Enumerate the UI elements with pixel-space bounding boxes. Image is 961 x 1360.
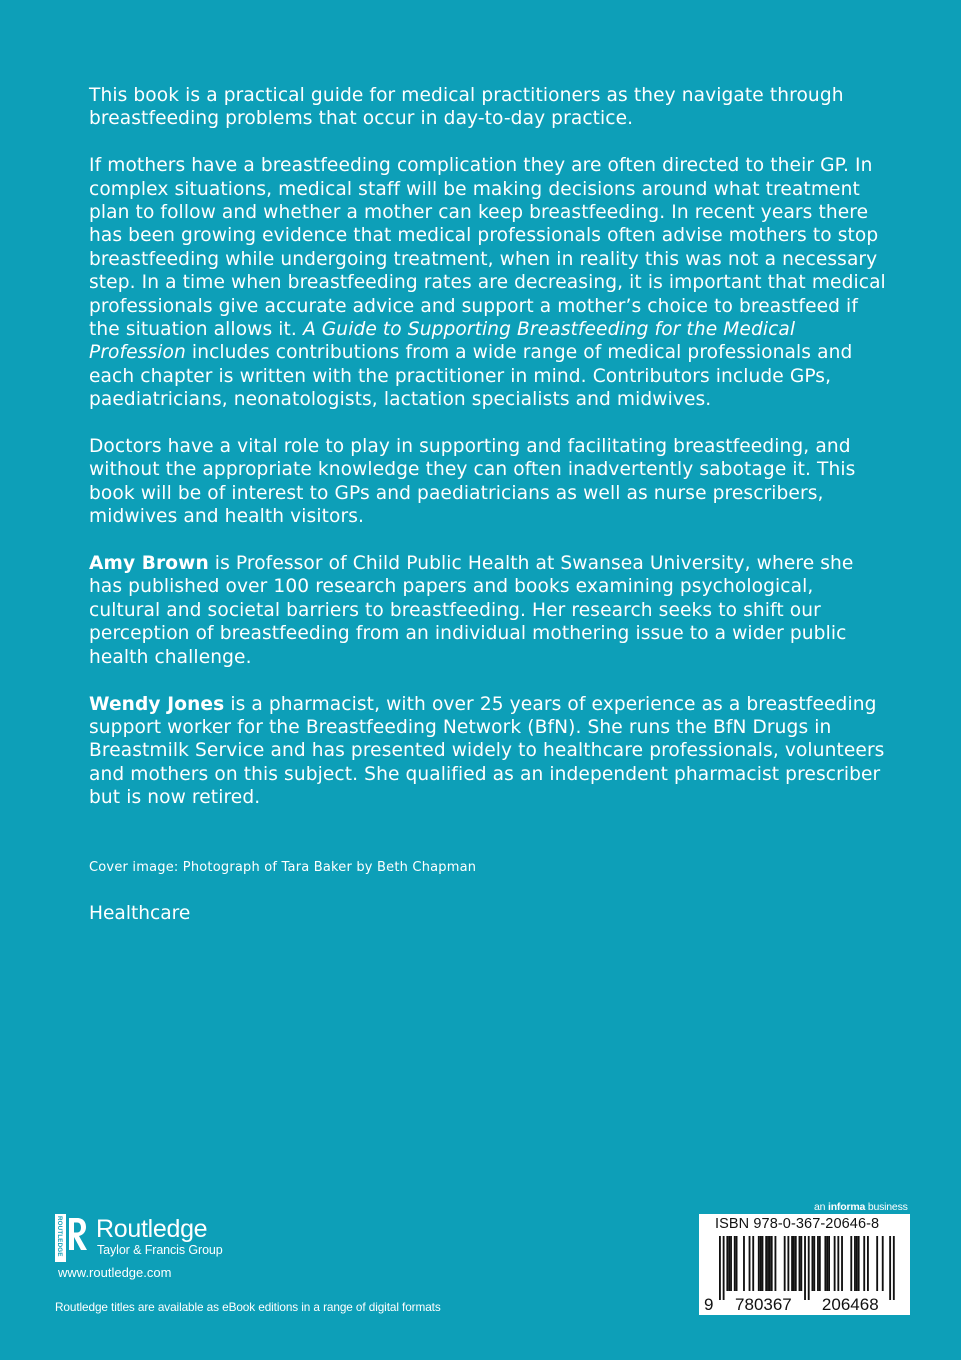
- cover-image-credit: Cover image: Photograph of Tara Baker by Beth Chapman: [89, 860, 477, 875]
- author-bio-text-1: is Professor of Child Public Health at Swansea University, where she has published over 100 research papers and books examining psychological, cultural and societal barriers to breastfeeding. Her research seeks to shift our perception of breastfeeding from an individual mothering issue to a wider public health challenge.: [89, 553, 854, 668]
- back-cover-blurb: [89, 84, 889, 833]
- author-bio-text-2: is a pharmacist, with over 25 years of experience as a breastfeeding support worker for the Breastfeeding Network (BfN). She runs the BfN Drugs in Breastmilk Service and has presented widely to healthcare professionals, volunteers and mothers on this subject. She qualified as an independent pharmacist prescriber but is now retired.: [89, 693, 885, 809]
- barcode-first-digit: 9: [704, 1295, 714, 1314]
- routledge-logo: [55, 1214, 235, 1262]
- blurb-paragraph-1: This book is a practical guide for medical practitioners as they navigate through breastfeeding problems that occur in day-to-day practice.: [89, 85, 844, 130]
- informa-prefix: an: [814, 1201, 828, 1213]
- barcode-bar: [893, 1236, 895, 1300]
- barcode-bar: [784, 1236, 786, 1291]
- barcode-bar: [758, 1236, 760, 1291]
- blurb-paragraph-2-start: If mothers have a breastfeeding complication they are often directed to their GP. In complex situations, medical staff will be making decisions around what treatment plan to follow and whether a mother can keep breastfeeding. In recent years there has been growing evidence that medical professionals often advise mothers to stop breastfeeding while undergoing treatment, when in reality this was not a necessary step. In a time when breastfeeding rates are decreasing, it is important that medical professionals give accurate advice and support a mother’s choice to breastfeed if the situation allows it.: [89, 155, 886, 341]
- barcode-bar: [850, 1236, 852, 1291]
- barcode-bar: [858, 1236, 860, 1291]
- publisher-name: Routledge: [96, 1215, 208, 1243]
- blurb-paragraph-2-end: includes contributions from a wide range of medical professionals and each chapter is written with the practitioner in mind. Contributors include GPs, paediatricians, neonatologists, lactation specialists and midwives.: [89, 342, 853, 411]
- barcode-bar: [762, 1236, 764, 1291]
- barcode-bar: [734, 1236, 736, 1291]
- barcode-bar: [743, 1236, 745, 1291]
- barcode-bar: [812, 1236, 814, 1291]
- isbn-barcode: [699, 1214, 910, 1315]
- barcode-bar: [726, 1236, 728, 1291]
- barcode-bar: [795, 1236, 797, 1291]
- barcode-bar: [817, 1236, 819, 1291]
- author-name-1: Amy Brown: [89, 553, 209, 575]
- barcode-bar: [808, 1236, 810, 1300]
- barcode-bar: [828, 1236, 830, 1291]
- barcode-bar: [799, 1236, 801, 1291]
- barcode-left-digits: 780367: [735, 1295, 792, 1314]
- barcode-bar: [856, 1236, 858, 1291]
- barcode-bar: [775, 1236, 777, 1291]
- publisher-url[interactable]: www.routledge.com: [58, 1265, 172, 1280]
- barcode-bar: [728, 1236, 730, 1291]
- barcode-bar: [760, 1236, 762, 1291]
- barcode-bar: [889, 1236, 891, 1300]
- barcode-bar: [876, 1236, 878, 1291]
- barcode-bar: [837, 1236, 839, 1291]
- barcode-bar: [826, 1236, 828, 1291]
- barcode-bar: [882, 1236, 884, 1291]
- informa-brand: informa: [828, 1201, 866, 1213]
- barcode-bar: [765, 1236, 767, 1291]
- routledge-mark-text: ROUTLEDGE: [56, 1216, 64, 1257]
- blurb-paragraph-3: Doctors have a vital role to play in supporting and facilitating breastfeeding, and without the appropriate knowledge they can often inadvertently sabotage it. This book will be of interest to GPs and paediatricians as well as nurse prescribers, midwives and health visitors.: [89, 436, 856, 528]
- informa-suffix: business: [865, 1201, 908, 1213]
- barcode-bar: [719, 1236, 721, 1300]
- barcode-bar: [867, 1236, 869, 1291]
- barcode-bar: [800, 1236, 802, 1291]
- informa-business-tagline: [814, 1200, 908, 1214]
- book-title: A Guide to Supporting Breastfeeding for the Medical Profession: [89, 319, 796, 364]
- author-bio-2: [89, 693, 889, 810]
- barcode-bar: [863, 1236, 865, 1291]
- subject-category: Healthcare: [89, 903, 191, 924]
- barcode-bar: [834, 1236, 836, 1291]
- routledge-mark-icon: [55, 1214, 89, 1262]
- isbn-label: ISBN 978-0-367-20646-8: [715, 1216, 880, 1232]
- blurb-paragraph-2: [89, 154, 889, 411]
- barcode-bar: [791, 1236, 793, 1291]
- barcode-bar: [769, 1236, 771, 1291]
- barcode-bar: [730, 1236, 732, 1291]
- barcode-bar: [813, 1236, 815, 1291]
- barcode-bar: [787, 1236, 789, 1291]
- author-bio-1: [89, 552, 889, 669]
- barcode-bar: [804, 1236, 806, 1300]
- barcode-right-digits: 206468: [821, 1295, 879, 1314]
- barcode-bar: [736, 1236, 738, 1291]
- barcode-bar: [771, 1236, 773, 1291]
- ebook-availability-note: Routledge titles are available as eBook editions in a range of digital formats: [55, 1300, 441, 1314]
- barcode-bar: [793, 1236, 795, 1291]
- publisher-group: Taylor & Francis Group: [97, 1243, 223, 1257]
- barcode-bar: [749, 1236, 751, 1291]
- barcode-bar: [767, 1236, 769, 1291]
- barcode-bar: [752, 1236, 754, 1291]
- barcode-bar: [824, 1236, 826, 1291]
- barcode-bar: [723, 1236, 725, 1300]
- author-name-2: Wendy Jones: [89, 693, 225, 715]
- barcode-bar: [854, 1236, 856, 1291]
- barcode-bar: [819, 1236, 821, 1291]
- barcode-bar: [841, 1236, 843, 1291]
- barcode-graphic: [699, 1214, 910, 1315]
